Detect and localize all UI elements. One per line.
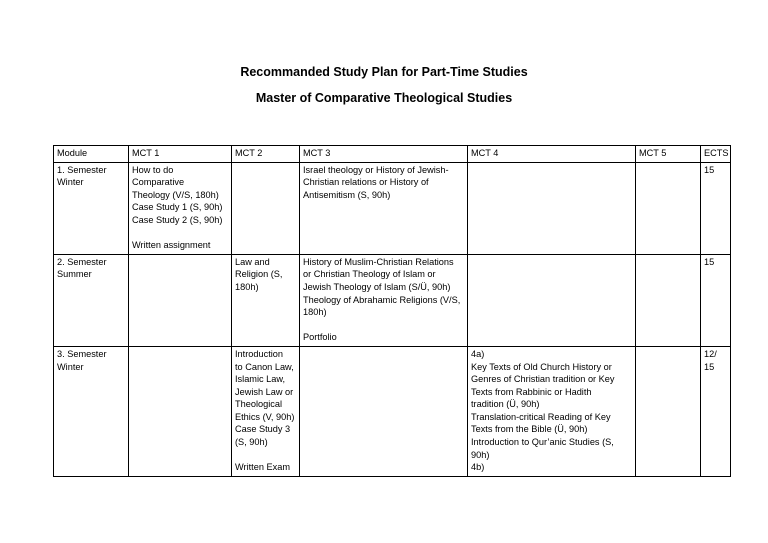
cell-text-line — [303, 319, 464, 332]
column-header-mct5: MCT 5 — [636, 146, 701, 163]
cell-text-line: tradition (Ü, 90h) — [471, 399, 540, 410]
cell-text-line: 180h) — [235, 281, 259, 292]
cell-text-line: Translation-critical Reading of Key — [471, 411, 611, 422]
column-header-mct2: MCT 2 — [232, 146, 300, 163]
cell-text-line: Islamic Law, — [235, 374, 286, 385]
cell-text-line: Written Exam — [235, 462, 290, 473]
cell-text-line: History of Muslim-Christian Relations — [303, 256, 454, 267]
cell-module — [54, 162, 129, 254]
cell-mct4 — [468, 254, 636, 346]
cell-text-line: Texts from the Bible (Ü, 90h) — [471, 424, 588, 435]
cell-text-line: Ethics (V, 90h) — [235, 411, 295, 422]
cell-mct2 — [232, 346, 300, 476]
cell-mct3 — [300, 346, 468, 476]
cell-text-line: 15 — [704, 256, 715, 267]
cell-text-line: 2. Semester — [57, 256, 107, 267]
column-header-mct1: MCT 1 — [129, 146, 232, 163]
cell-text-line: Comparative — [132, 177, 185, 188]
table-row — [54, 162, 731, 254]
table-row — [54, 254, 731, 346]
cell-text-line: Texts from Rabbinic or Hadith — [471, 386, 592, 397]
cell-text-line: 1. Semester — [57, 164, 107, 175]
cell-text-line: Winter — [57, 361, 84, 372]
cell-text-line: 3. Semester — [57, 348, 107, 359]
cell-mct5 — [636, 254, 701, 346]
cell-text-line: Law and — [235, 256, 270, 267]
cell-text-line: Israel theology or History of Jewish- — [303, 164, 449, 175]
cell-text-line: Theological — [235, 399, 282, 410]
cell-text-line: 4b) — [471, 462, 485, 473]
column-header-module: Module — [54, 146, 129, 163]
cell-mct3 — [300, 162, 468, 254]
cell-text-line: How to do — [132, 164, 174, 175]
cell-ects — [701, 162, 731, 254]
cell-text-line: Theology of Abrahamic Religions (V/S, — [303, 294, 461, 305]
table-header-row — [54, 146, 731, 163]
cell-ects — [701, 346, 731, 476]
cell-text-line: 180h) — [303, 307, 327, 318]
cell-text-line — [235, 449, 296, 462]
cell-text-line: Case Study 2 (S, 90h) — [132, 214, 223, 225]
column-header-mct3: MCT 3 — [300, 146, 468, 163]
cell-module — [54, 254, 129, 346]
document-subtitle: Master of Comparative Theological Studies — [255, 91, 513, 105]
cell-mct4 — [468, 346, 636, 476]
cell-text-line: Introduction — [235, 348, 284, 359]
cell-text-line: 12/ — [704, 348, 717, 359]
cell-mct3 — [300, 254, 468, 346]
cell-text-line: Religion (S, — [235, 269, 283, 280]
cell-ects — [701, 254, 731, 346]
cell-text-line: or Christian Theology of Islam or — [303, 269, 436, 280]
cell-text-line — [132, 227, 228, 240]
cell-text-line: to Canon Law, — [235, 361, 294, 372]
cell-text-line: 4a) — [471, 348, 485, 359]
cell-text-line: 15 — [704, 361, 715, 372]
table-row — [54, 346, 731, 476]
cell-mct5 — [636, 346, 701, 476]
cell-mct5 — [636, 162, 701, 254]
cell-text-line: Antisemitism (S, 90h) — [303, 189, 391, 200]
cell-mct1 — [129, 254, 232, 346]
cell-text-line: Jewish Theology of Islam (S/Ü, 90h) — [303, 281, 451, 292]
cell-text-line: Introduction to Qur’anic Studies (S, — [471, 437, 614, 448]
study-plan-table — [53, 145, 731, 477]
cell-text-line: Christian relations or History of — [303, 177, 429, 188]
table-body — [54, 162, 731, 476]
cell-text-line: Written assignment — [132, 240, 211, 251]
cell-mct1 — [129, 346, 232, 476]
document-title: Recommanded Study Plan for Part-Time Studies — [240, 65, 528, 79]
cell-text-line: Theology (V/S, 180h) — [132, 189, 219, 200]
cell-text-line: Portfolio — [303, 332, 337, 343]
cell-text-line: Key Texts of Old Church History or — [471, 361, 612, 372]
cell-mct2 — [232, 162, 300, 254]
cell-mct4 — [468, 162, 636, 254]
cell-text-line: Genres of Christian tradition or Key — [471, 374, 615, 385]
cell-text-line: 90h) — [471, 449, 490, 460]
cell-mct2 — [232, 254, 300, 346]
column-header-ects: ECTS — [701, 146, 731, 163]
cell-text-line: Jewish Law or — [235, 386, 294, 397]
cell-text-line: Winter — [57, 177, 84, 188]
column-header-mct4: MCT 4 — [468, 146, 636, 163]
cell-text-line: Summer — [57, 269, 92, 280]
cell-mct1 — [129, 162, 232, 254]
cell-text-line: Case Study 3 — [235, 424, 291, 435]
cell-text-line: Case Study 1 (S, 90h) — [132, 202, 223, 213]
cell-text-line: 15 — [704, 164, 715, 175]
cell-text-line: (S, 90h) — [235, 437, 268, 448]
cell-module — [54, 346, 129, 476]
